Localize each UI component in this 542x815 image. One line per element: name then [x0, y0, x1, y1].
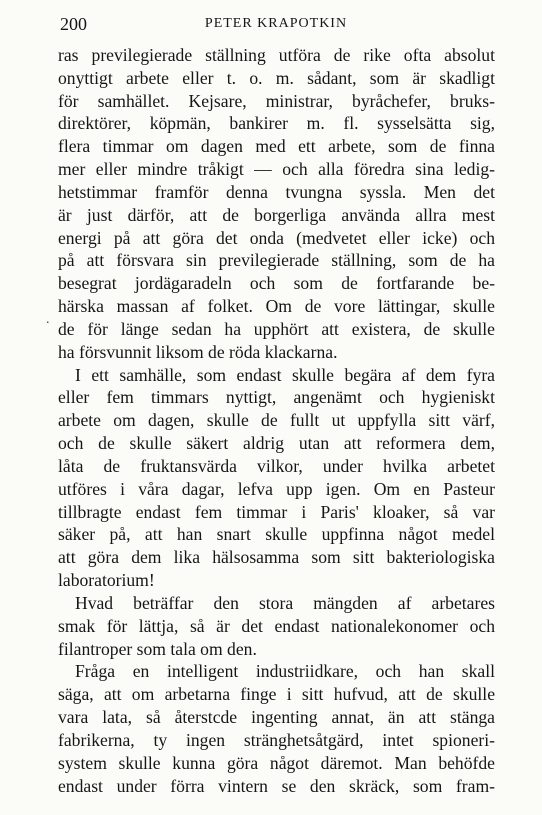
- text-line: säga, att om arbetarna finge i sitt hufvud, att de skulle: [58, 684, 495, 705]
- body-text: [58, 44, 495, 797]
- page-header: [60, 14, 492, 38]
- text-line: vara lata, så återstcde ingenting annat, än att stänga: [58, 707, 495, 728]
- text-line: flera timmar om dagen med ett arbete, som de finna: [58, 136, 495, 157]
- text-line: tillbragte endast fem timmar i Paris' kloaker, så var: [58, 501, 495, 522]
- text-line: smak för lättja, så är det endast nationalekonomer och: [58, 615, 495, 636]
- text-line: på att försvara sin previlegierade ställning, som de ha: [58, 250, 495, 271]
- running-head: PETER KRAPOTKIN: [204, 16, 348, 31]
- text-line: mer eller mindre tråkigt — och alla föredra sina ledig-: [58, 159, 495, 180]
- text-line: filantroper som tala om den.: [58, 638, 257, 659]
- text-line: eller fem timmars nyttigt, angenämt och hygieniskt: [58, 387, 495, 408]
- text-line: är just därför, att de borgerliga använda allra mest: [58, 204, 495, 225]
- text-line: och de skulle säkert aldrig utan att reformera dem,: [58, 433, 495, 454]
- text-line: endast under förra vintern se den skräck, som fram-: [58, 775, 495, 796]
- text-line: ras previlegierade ställning utföra de rike ofta absolut: [58, 45, 495, 65]
- text-line: Fråga en intelligent industriidkare, och han skall: [75, 661, 495, 682]
- text-line: att göra dem lika hälsosamma som sitt bakteriologiska: [58, 547, 495, 568]
- text-line: system skulle kunna göra något däremot. Man behöfde: [58, 752, 495, 773]
- text-line: hetstimmar framför denna tvungna syssla. Men det: [58, 181, 495, 202]
- text-line: onyttigt arbete eller t. o. m. sådant, som är skadligt: [58, 67, 495, 88]
- text-line: de för länge sedan ha upphört att existera, de skulle: [58, 318, 495, 339]
- page-number: 200: [60, 14, 87, 34]
- text-line: energi på att göra det onda (medvetet eller icke) och: [58, 227, 495, 248]
- text-line: I ett samhälle, som endast skulle begära af dem fyra: [75, 364, 495, 385]
- text-line: utföres i våra dagar, lefva upp igen. Om en Pasteur: [58, 478, 495, 499]
- margin-mark: .: [46, 312, 50, 327]
- text-line: laboratorium!: [58, 570, 155, 591]
- text-line: ha försvunnit liksom de röda klackarna.: [58, 341, 338, 362]
- text-line: härska massan af folket. Om de vore lättingar, skulle: [58, 296, 495, 317]
- text-line: låta de fruktansvärda vilkor, under hvilka arbetet: [58, 455, 495, 476]
- text-line: Hvad beträffar den stora mängden af arbetares: [75, 592, 495, 613]
- text-line: säker på, att han snart skulle uppfinna något medel: [58, 524, 495, 545]
- text-line: besegrat jordägaradeln och som de fortfarande be-: [58, 273, 495, 294]
- text-line: fabrikerna, ty ingen stränghetsåtgärd, intet spioneri-: [58, 729, 495, 750]
- text-line: arbete om dagen, skulle de fullt ut uppfylla sitt värf,: [58, 410, 495, 431]
- text-line: direktörer, köpmän, bankirer m. fl. sysselsätta sig,: [58, 113, 495, 134]
- text-line: för samhället. Kejsare, ministrar, byråchefer, bruks-: [58, 90, 495, 111]
